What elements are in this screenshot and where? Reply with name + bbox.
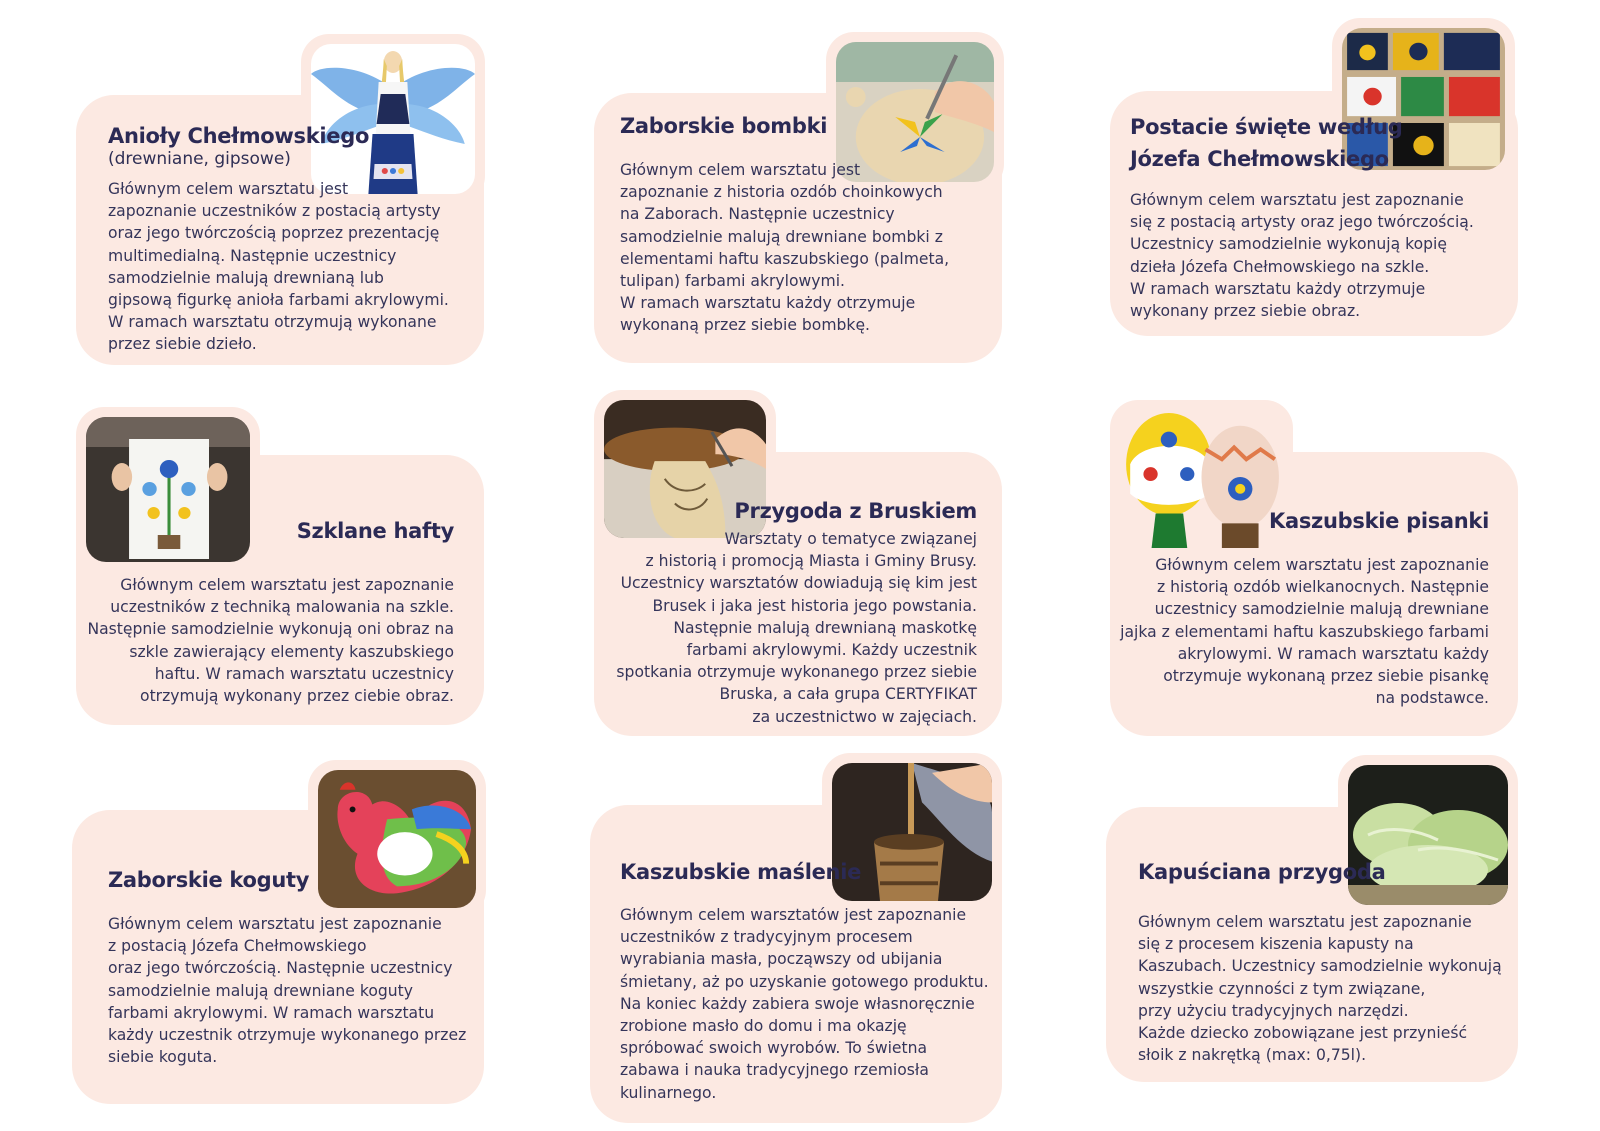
workshop-description: Głównym celem warsztatu jest zapoznanie z historią ozdób wielkanocnych. Następnie uczestnicy samodzielnie malują drewniane jajka z elementami haftu kaszubskiego farbami akrylowymi. W ramach warsztatu każdy otrzymuje wykonaną przez siebie pisankę na podstawce. xyxy=(1120,556,1489,708)
workshop-description: Głównym celem warsztatu jest zapoznanie się z procesem kiszenia kapusty na Kaszubach. Uczestnicy samodzielnie wykonują wszystkie czynności z tym związane, przy użyciu tradycyjnych narzędzi. Każde dziecko zobowiązane jest przynieść słoik z nakrętką (max: 0,75l). xyxy=(1138,913,1502,1065)
workshop-description: Głównym celem warsztatu jest zapoznanie uczestników z postacią artysty oraz jego twórczością poprzez prezentację multimedialną. Następnie uczestnicy samodzielnie malują drewnianą lub gipsową figurkę anioła farbami akrylowymi. W ramach warsztatu otrzymują wykonane przez siebie dzieło. xyxy=(108,180,449,354)
workshop-title: Szklane hafty xyxy=(296,519,454,543)
workshop-title: Kapuściana przygoda xyxy=(1138,860,1386,884)
workshop-title: Kaszubskie pisanki xyxy=(1269,509,1489,533)
workshop-title: Zaborskie koguty xyxy=(108,868,310,892)
workshop-title: Przygoda z Bruskiem xyxy=(734,499,977,523)
workshop-subtitle: (drewniane, gipsowe) xyxy=(108,149,291,169)
workshop-description: Głównym celem warsztatów jest zapoznanie uczestników z tradycyjnym procesem wyrabiania masła, począwszy od ubijania śmietany, aż po uzyskanie gotowego produktu. Na koniec każdy zabiera swoje własnoręcznie zrobione masło do domu i ma okazję spróbować swoich wyrobów. To świetna zabawa i nauka tradycyjnego rzemiosła kulinarnego. xyxy=(620,906,989,1102)
workshop-title: Kaszubskie maślenie xyxy=(620,860,862,884)
workshop-title: Postacie święte według Józefa Chełmowskiego xyxy=(1130,115,1403,171)
easter-eggs-photo xyxy=(1110,400,1293,558)
workshop-description: Głównym celem warsztatu jest zapoznanie z historia ozdób choinkowych na Zaborach. Następnie uczestnicy samodzielnie malują drewniane bombki z elementami haftu kaszubskiego (palmeta, tulipan) farbami akrylowymi. W ramach warsztatu każdy otrzymuje wykonaną przez siebie bombkę. xyxy=(620,161,950,335)
workshop-title: Anioły Chełmowskiego xyxy=(108,124,370,148)
workshop-title: Zaborskie bombki xyxy=(620,114,828,138)
workshop-description: Warsztaty o tematyce związanej z historią i promocją Miasta i Gminy Brusy. Uczestnicy warsztatów dowiadują się kim jest Brusek i jaka jest historia jego powstania. Następnie malują drewnianą maskotkę farbami akrylowymi. Każdy uczestnik spotkania otrzymuje wykonanego przez siebie Bruska, a cała grupa CERTYFIKAT za uczestnictwo w zajęciach. xyxy=(616,530,977,726)
glass-embroidery-photo xyxy=(76,407,260,572)
workshop-description: Głównym celem warsztatu jest zapoznanie z postacią Józefa Chełmowskiego oraz jego twórczością. Następnie uczestnicy samodzielnie malują drewniane koguty farbami akrylowymi. W ramach warsztatu każdy uczestnik otrzymuje wykonanego przez siebie koguta. xyxy=(108,915,467,1067)
workshop-description: Głównym celem warsztatu jest zapoznanie się z postacią artysty oraz jego twórczością. Uczestnicy samodzielnie wykonują kopię dzieła Józefa Chełmowskiego na szkle. W ramach warsztatu każdy otrzymuje wykonany przez siebie obraz. xyxy=(1130,191,1474,321)
workshop-description: Głównym celem warsztatu jest zapoznanie uczestników z techniką malowania na szkle. Następnie samodzielnie wykonują oni obraz na szkle zawierający elementy kaszubskiego haftu. W ramach warsztatu uczestnicy otrzymują wykonany przez ciebie obraz. xyxy=(87,576,454,706)
cabbage-photo xyxy=(1338,755,1518,915)
rooster-photo xyxy=(308,760,486,918)
